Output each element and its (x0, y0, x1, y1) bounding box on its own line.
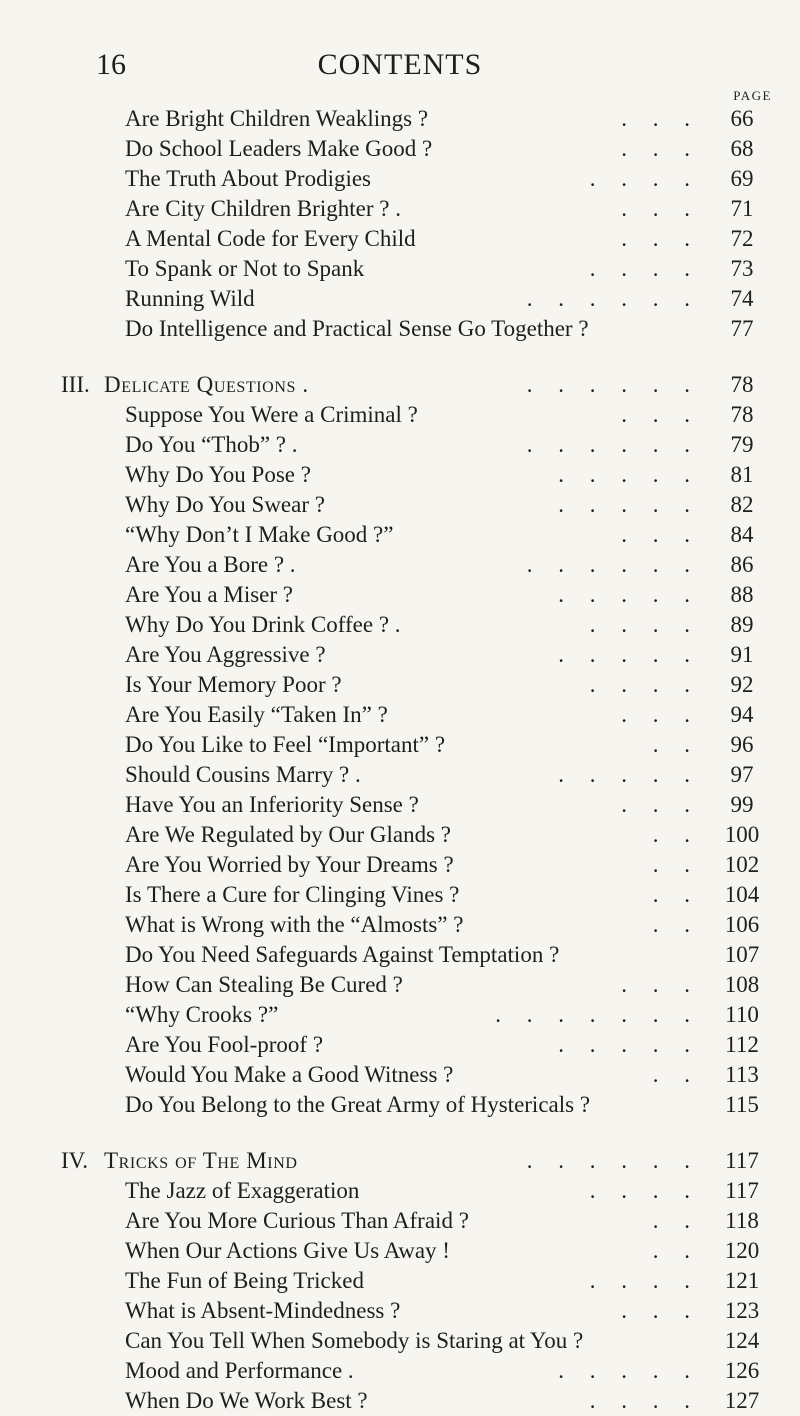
dot-leader: . . . . . . . (495, 1002, 700, 1027)
toc-entry (0, 490, 800, 520)
entry-title: Mood and Performance . (125, 1358, 354, 1383)
entry-title: A Mental Code for Every Child (125, 226, 416, 251)
toc-entry (0, 700, 800, 730)
entry-title: Why Do You Drink Coffee ? . (125, 612, 401, 637)
dot-leader: . . . (621, 106, 700, 131)
dot-leader: . . . . . (558, 642, 700, 667)
toc-entry (0, 1176, 800, 1206)
dot-leader: . . . . . . (526, 552, 700, 577)
page-ref: 92 (730, 672, 754, 697)
page-ref: 117 (725, 1148, 759, 1173)
page-ref: 82 (730, 492, 754, 517)
page-ref: 107 (724, 942, 760, 967)
toc-entry (0, 940, 800, 970)
dot-leader: . . . . (589, 672, 700, 697)
entry-title: Do Intelligence and Practical Sense Go Together ? (125, 316, 589, 341)
dot-leader: . . . (621, 972, 700, 997)
entry-title: Are City Children Brighter ? . (125, 196, 401, 221)
entry-title: Are You Easily “Taken In” ? (125, 702, 388, 727)
section-gap (0, 344, 800, 370)
dot-leader: . . (652, 1238, 700, 1263)
page-ref: 106 (724, 912, 760, 937)
page-number: 16 (96, 48, 126, 81)
page-ref: 120 (724, 1238, 760, 1263)
entry-title: To Spank or Not to Spank (125, 256, 365, 281)
chapter-heading (0, 370, 800, 400)
page-ref: 68 (730, 136, 754, 161)
toc-section (0, 104, 800, 344)
page-ref: 115 (725, 1092, 759, 1117)
dot-leader: . . . . (589, 612, 700, 637)
toc-entry (0, 670, 800, 700)
page-ref: 77 (730, 316, 754, 341)
dot-leader: . . (652, 732, 700, 757)
toc-entry (0, 104, 800, 134)
toc-entry (0, 970, 800, 1000)
entry-title: Are We Regulated by Our Glands ? (125, 822, 452, 847)
dot-leader: . . . (621, 226, 700, 251)
toc-entry (0, 314, 800, 344)
entry-title: What is Absent-Mindedness ? (125, 1298, 401, 1323)
toc-entry (0, 550, 800, 580)
toc-entry (0, 1386, 800, 1416)
dot-leader: . . (652, 1062, 700, 1087)
page-ref: 123 (724, 1298, 760, 1323)
toc-section (0, 1146, 800, 1416)
dot-leader: . . . . . . (526, 1148, 700, 1173)
entry-title: When Do We Work Best ? (125, 1388, 368, 1413)
toc-entry (0, 1356, 800, 1386)
toc-entry (0, 610, 800, 640)
entry-title: Do You Like to Feel “Important” ? (125, 732, 446, 757)
entry-title: “Why Don’t I Make Good ?” (125, 522, 394, 547)
page-ref: 71 (730, 196, 754, 221)
chapter-title: Tricks of The Mind (104, 1148, 298, 1173)
dot-leader: . . . . (589, 256, 700, 281)
page-ref: 112 (725, 1032, 759, 1057)
page-ref: 117 (725, 1178, 759, 1203)
toc-entry (0, 730, 800, 760)
page-ref: 84 (730, 522, 754, 547)
toc-entry (0, 254, 800, 284)
dot-leader: . . . . (589, 1268, 700, 1293)
entry-title: Are Bright Children Weaklings ? (125, 106, 429, 131)
dot-leader: . . (652, 852, 700, 877)
table-of-contents (0, 104, 800, 1416)
toc-section (0, 370, 800, 1120)
dot-leader: . . . . . (558, 1358, 700, 1383)
entry-title: Are You Fool-proof ? (125, 1032, 324, 1057)
dot-leader: . . (652, 1208, 700, 1233)
entry-title: Do You Need Safeguards Against Temptation ? (125, 942, 560, 967)
toc-entry (0, 1090, 800, 1120)
page-ref: 72 (730, 226, 754, 251)
toc-entry (0, 400, 800, 430)
dot-leader: . . . (621, 402, 700, 427)
entry-title: The Jazz of Exaggeration (125, 1178, 360, 1203)
page-ref: 104 (724, 882, 760, 907)
toc-entry (0, 1030, 800, 1060)
running-head: CONTENTS (317, 48, 483, 81)
toc-entry (0, 910, 800, 940)
entry-title: Is There a Cure for Clinging Vines ? (125, 882, 460, 907)
entry-title: Are You a Bore ? . (125, 552, 296, 577)
page-ref: 78 (730, 372, 754, 397)
page-ref: 66 (730, 106, 754, 131)
toc-entry (0, 224, 800, 254)
toc-entry (0, 1326, 800, 1356)
page-ref: 99 (730, 792, 754, 817)
entry-title: Can You Tell When Somebody is Staring at You ? (125, 1328, 584, 1353)
section-gap (0, 1120, 800, 1146)
dot-leader: . . . . . (558, 462, 700, 487)
toc-entry (0, 880, 800, 910)
entry-title: Running Wild (125, 286, 255, 311)
toc-entry (0, 134, 800, 164)
chapter-title: Delicate Questions . (104, 372, 309, 397)
chapter-number: IV. (61, 1148, 89, 1173)
dot-leader: . . (652, 912, 700, 937)
entry-title: Are You Aggressive ? (125, 642, 326, 667)
page-ref: 73 (730, 256, 754, 281)
dot-leader: . . . (621, 792, 700, 817)
page-ref: 88 (730, 582, 754, 607)
page-ref: 108 (724, 972, 760, 997)
entry-title: Suppose You Were a Criminal ? (125, 402, 418, 427)
page-ref: 91 (730, 642, 754, 667)
dot-leader: . . . . . . (526, 432, 700, 457)
dot-leader: . . . (621, 702, 700, 727)
toc-entry (0, 580, 800, 610)
toc-entry (0, 460, 800, 490)
entry-title: What is Wrong with the “Almosts” ? (125, 912, 464, 937)
dot-leader: . . . . (589, 1178, 700, 1203)
dot-leader: . . . . . . (526, 372, 700, 397)
dot-leader: . . . (621, 522, 700, 547)
dot-leader: . . . (621, 196, 700, 221)
toc-entry (0, 760, 800, 790)
entry-title: Are You More Curious Than Afraid ? (125, 1208, 469, 1233)
toc-entry (0, 1060, 800, 1090)
toc-entry (0, 520, 800, 550)
page-ref: 126 (724, 1358, 760, 1383)
entry-title: Would You Make a Good Witness ? (125, 1062, 454, 1087)
dot-leader: . . (652, 822, 700, 847)
page-ref: 69 (730, 166, 754, 191)
entry-title: The Truth About Prodigies (125, 166, 372, 191)
page-ref: 97 (730, 762, 754, 787)
entry-title: Have You an Inferiority Sense ? (125, 792, 419, 817)
page-ref: 94 (730, 702, 754, 727)
entry-title: Are You a Miser ? (125, 582, 294, 607)
toc-entry (0, 1206, 800, 1236)
page-ref: 124 (724, 1328, 760, 1353)
toc-entry (0, 850, 800, 880)
entry-title: Do School Leaders Make Good ? (125, 136, 433, 161)
dot-leader: . . . . . (558, 582, 700, 607)
page-ref: 78 (730, 402, 754, 427)
page-ref: 113 (725, 1062, 759, 1087)
toc-entry (0, 430, 800, 460)
entry-title: Are You Worried by Your Dreams ? (125, 852, 454, 877)
entry-title: Why Do You Swear ? (125, 492, 325, 517)
entry-title: Do You “Thob” ? . (125, 432, 298, 457)
dot-leader: . . . . . (558, 1032, 700, 1057)
entry-title: The Fun of Being Tricked (125, 1268, 364, 1293)
toc-entry (0, 194, 800, 224)
page-ref: 118 (725, 1208, 759, 1233)
dot-leader: . . . (621, 1298, 700, 1323)
page-ref: 110 (725, 1002, 759, 1027)
dot-leader: . . . . . (558, 762, 700, 787)
entry-title: How Can Stealing Be Cured ? (125, 972, 403, 997)
page-header (0, 48, 800, 88)
dot-leader: . . . . (589, 1388, 700, 1413)
toc-entry (0, 1296, 800, 1326)
dot-leader: . . . (621, 136, 700, 161)
dot-leader: . . (652, 882, 700, 907)
toc-entry (0, 164, 800, 194)
dot-leader: . . . . . . (526, 286, 700, 311)
entry-title: Is Your Memory Poor ? (125, 672, 342, 697)
entry-title: When Our Actions Give Us Away ! (125, 1238, 450, 1263)
chapter-heading (0, 1146, 800, 1176)
entry-title: Do You Belong to the Great Army of Hystericals ? (125, 1092, 591, 1117)
page-ref: 74 (730, 286, 754, 311)
toc-entry (0, 1000, 800, 1030)
toc-entry (0, 640, 800, 670)
entry-title: Should Cousins Marry ? . (125, 762, 361, 787)
toc-entry (0, 284, 800, 314)
entry-title: Why Do You Pose ? (125, 462, 311, 487)
page-ref: 102 (724, 852, 760, 877)
toc-entry (0, 790, 800, 820)
page-ref: 86 (730, 552, 754, 577)
page-ref: 121 (724, 1268, 760, 1293)
chapter-number: III. (61, 372, 90, 397)
toc-entry (0, 1236, 800, 1266)
toc-entry (0, 1266, 800, 1296)
dot-leader: . . . . (589, 166, 700, 191)
entry-title: “Why Crooks ?” (125, 1002, 279, 1027)
page-ref: 96 (730, 732, 754, 757)
dot-leader: . . . . . (558, 492, 700, 517)
page-ref: 81 (730, 462, 754, 487)
page-column-label: PAGE (733, 88, 772, 103)
toc-entry (0, 820, 800, 850)
page-ref: 79 (730, 432, 754, 457)
page-ref: 100 (724, 822, 760, 847)
page-ref: 127 (724, 1388, 760, 1413)
page-ref: 89 (730, 612, 754, 637)
